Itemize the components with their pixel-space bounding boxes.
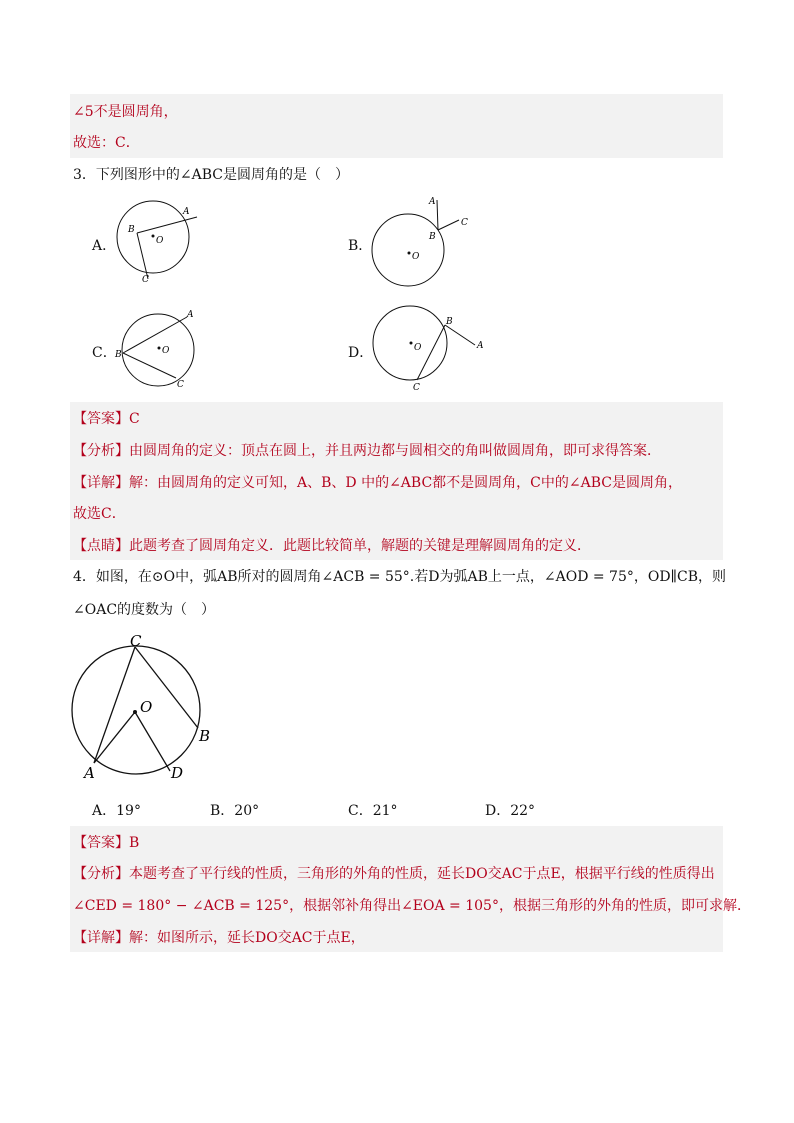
q4-label-d: D	[171, 764, 184, 782]
q3-option-b-label: B．	[348, 238, 373, 254]
q4-choice-c-label: C．	[348, 803, 373, 819]
q3a-label-c: C	[142, 275, 149, 285]
q3-detail-line2: 故选C．	[73, 506, 126, 522]
q3a-label-a: A	[183, 207, 190, 217]
q3-figure-c	[110, 305, 210, 395]
q4-detail-line	[73, 928, 365, 948]
q3-option-a-label: A．	[92, 238, 117, 254]
q3-option-c-label: C．	[92, 345, 117, 361]
q3d-label-a: A	[477, 341, 484, 351]
q4-label-o: O	[140, 698, 153, 716]
q4-answer-value: B	[129, 835, 140, 851]
q3d-label-b: B	[446, 317, 453, 327]
q3a-label-b: B	[128, 225, 135, 235]
q4-analysis-line1	[73, 864, 715, 884]
q4-answer-line	[73, 833, 139, 853]
q3-analysis-line	[73, 441, 661, 461]
q3-comment-tag: 【点睛】	[73, 538, 129, 554]
q4-analysis-line2: ∠CED = 180° − ∠ACB = 125°，根据邻补角得出∠EOA = 105°，根据三角形的外角的性质，即可求解．	[73, 898, 751, 914]
q3c-label-b: B	[115, 350, 122, 360]
q4-choice-c[interactable]	[348, 801, 398, 821]
q3d-label-c: C	[413, 383, 420, 393]
q4-choice-c-value: 21°	[372, 803, 398, 819]
prev-choice-suffix: ．	[125, 135, 140, 151]
q4-choice-b-value: 20°	[234, 803, 260, 819]
q3-answer-line	[73, 409, 140, 429]
q3-detail-text: 解：由圆周角的定义可知，A、B、D 中的∠ABC都不是圆周角，C中的∠ABC是圆周角，	[129, 475, 682, 491]
q3-detail-tag: 【详解】	[73, 475, 129, 491]
q3-figure-d	[365, 300, 495, 395]
prev-solution-line2	[73, 133, 140, 153]
q3d-label-o: O	[414, 343, 422, 353]
q4-figure	[65, 628, 225, 788]
q4-analysis-text1: 本题考查了平行线的性质，三角形的外角的性质，延长DO交AC于点E，根据平行线的性质得出	[129, 866, 715, 882]
q3-figure-b	[365, 192, 475, 292]
q4-choice-b-label: B．	[210, 803, 235, 819]
q4-choice-a[interactable]	[92, 801, 141, 821]
q3c-label-a: A	[187, 310, 194, 320]
q4-label-c: C	[130, 632, 142, 650]
q4-label-a: A	[84, 764, 95, 782]
q3a-label-o: O	[156, 236, 164, 246]
q3-option-d-label: D．	[348, 345, 374, 361]
q4-label-b: B	[199, 727, 211, 745]
q4-stem-line1: 4．如图，在⊙O中，弧AB所对的圆周角∠ACB = 55°.若D为弧AB上一点，∠AOD = 75°，OD∥CB，则	[73, 569, 727, 585]
q4-analysis-tag: 【分析】	[73, 866, 129, 882]
q4-detail-tag: 【详解】	[73, 930, 129, 946]
q4-choice-d-label: D．	[485, 803, 511, 819]
q3c-label-c: C	[177, 380, 184, 390]
q3-stem: 3．下列图形中的∠ABC是圆周角的是（ ）	[73, 167, 350, 183]
q3-figure-a	[110, 195, 210, 290]
q3b-label-b: B	[429, 232, 436, 242]
q3b-label-o: O	[412, 252, 420, 262]
q4-choice-a-value: 19°	[116, 803, 141, 819]
q4-stem-line2: ∠OAC的度数为（ ）	[73, 602, 216, 618]
q4-choice-d-value: 22°	[510, 803, 536, 819]
q3b-label-a: A	[429, 197, 436, 207]
q3b-label-c: C	[461, 218, 468, 228]
q3-detail-line	[73, 473, 682, 493]
prev-choice-prefix: 故选：	[73, 135, 115, 151]
q3-comment-line	[73, 536, 591, 556]
prev-solution-line1: ∠5不是圆周角，	[73, 104, 178, 120]
q3-answer-tag: 【答案】	[73, 411, 129, 427]
q4-choice-a-label: A．	[92, 803, 117, 819]
q4-choice-b[interactable]	[210, 801, 259, 821]
q4-answer-tag: 【答案】	[73, 835, 129, 851]
q3-analysis-tag: 【分析】	[73, 443, 129, 459]
q4-choice-d[interactable]	[485, 801, 535, 821]
prev-choice-answer: C	[115, 135, 126, 151]
q3-analysis-text: 由圆周角的定义：顶点在圆上，并且两边都与圆相交的角叫做圆周角，即可求得答案．	[129, 443, 661, 459]
q3c-label-o: O	[162, 346, 170, 356]
q4-detail-text: 解：如图所示，延长DO交AC于点E，	[129, 930, 365, 946]
q3-answer-value: C	[129, 411, 140, 427]
q3-comment-text: 此题考查了圆周角定义．此题比较简单，解题的关键是理解圆周角的定义．	[129, 538, 591, 554]
